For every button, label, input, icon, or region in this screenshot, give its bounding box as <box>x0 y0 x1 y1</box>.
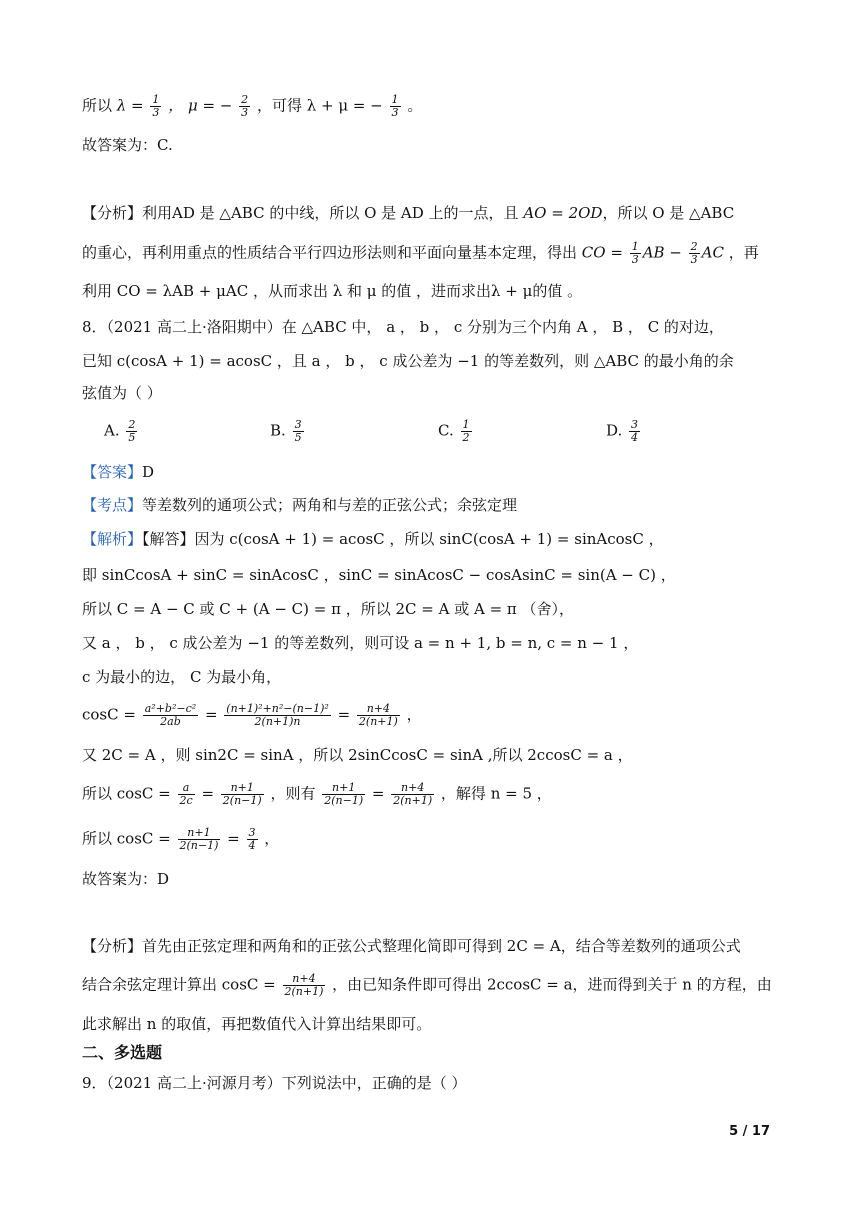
solution-line-cos-formula: cosC = $\frac{\text{a²+b²−c²}}{2ab}$ = $\frac{\text{(n+1)²+n²−(n−1)²}}{2(n+1)n}$ = $\frac{n+4}{2(n+1)}$ ， <box>82 702 422 728</box>
fraction: $\frac{3}{4}$ <box>248 826 256 852</box>
fraction: $\frac{1}{3}$ <box>391 93 399 119</box>
option-d: D. $\frac{3}{4}$ <box>606 418 639 444</box>
solution-line-1: 【解析】【解答】因为 c(cosA + 1) = acosC ，所以 sinC(cosA + 1) = sinAcosC ， <box>82 530 664 548</box>
fraction: $\frac{a}{2c}$ <box>179 781 193 807</box>
analysis-line-1: 【分析】利用AD 是 △ABC 的中线，所以 O 是 AD 上的一点，且 AO = 2OD，所以 O 是 △ABC <box>82 204 735 222</box>
fraction: $\frac{1}{3}$ <box>152 93 160 119</box>
solution-line-lambda-mu: 所以 λ = $\frac{1}{3}$ ， μ = − $\frac{2}{3}$ ，可得 λ + μ = − $\frac{1}{3}$ 。 <box>82 93 423 119</box>
answer-line-c: 故答案为：C. <box>82 136 173 154</box>
fraction: $\frac{n+1}{2(n-1)}$ <box>179 826 219 852</box>
analysis-line-2: 的重心，再利用重点的性质结合平行四边形法则和平面向量基本定理，得出 CO = $\frac{1}{3}$ AB − $\frac{2}{3}$ AC ，再 <box>82 240 759 266</box>
fraction: $\frac{n+1}{2(n-1)}$ <box>222 781 262 807</box>
fraction: $\frac{1}{2}$ <box>462 418 470 444</box>
analysis-line-3: 利用 CO = λAB + μAC ，从而求出 λ 和 μ 的值 ，进而求出λ + μ的值 。 <box>82 282 583 300</box>
solution-line-7: 又 2C = A ，则 sin2C = sinA ，所以 2sinCcosC = sinA ,所以 2ccosC = a ， <box>82 746 633 764</box>
fraction: $\frac{1}{3}$ <box>631 240 639 266</box>
option-c: C. $\frac{1}{2}$ <box>438 418 470 444</box>
fraction: $\frac{n+4}{2(n+1)}$ <box>358 702 398 728</box>
answer-line-d: 故答案为：D <box>82 870 170 888</box>
solution-line-9: 所以 cosC = $\frac{n+1}{2(n-1)}$ = $\frac{3}{4}$ ， <box>82 826 280 852</box>
fraction: $\frac{2}{3}$ <box>241 93 249 119</box>
question-8-line-2: 已知 c(cosA + 1) = acosC ，且 a ， b ， c 成公差为 −1 的等差数列，则 △ABC 的最小角的余 <box>82 352 734 370</box>
fraction: $\frac{n+4}{2(n+1)}$ <box>284 972 324 998</box>
analysis-2-line-3: 此求解出 n 的取值，再把数值代入计算出结果即可。 <box>82 1015 432 1033</box>
fraction: $\frac{3}{5}$ <box>294 418 302 444</box>
fraction: $\frac{3}{4}$ <box>631 418 639 444</box>
fraction: $\frac{n+1}{2(n-1)}$ <box>324 781 364 807</box>
fraction: $\frac{n+4}{2(n+1)}$ <box>393 781 433 807</box>
fraction: $\frac{2}{5}$ <box>128 418 136 444</box>
solution-line-4: 又 a ， b ， c 成公差为 −1 的等差数列，则可设 a = n + 1, b = n, c = n − 1 ， <box>82 634 639 652</box>
fraction: $\frac{\text{a²+b²−c²}}{2ab}$ <box>144 702 197 728</box>
analysis-2-line-1: 【分析】首先由正弦定理和两角和的正弦公式整理化简即可得到 2C = A，结合等差数列的通项公式 <box>82 937 741 955</box>
solution-line-2: 即 sinCcosA + sinC = sinAcosC ，sinC = sinAcosC − cosAsinC = sin(A − C) ， <box>82 566 676 584</box>
section-heading: 二、多选题 <box>82 1043 163 1062</box>
knowledge-points-line: 【考点】等差数列的通项公式；两角和与差的正弦公式；余弦定理 <box>82 496 518 514</box>
solution-line-5: c 为最小的边， C 为最小角， <box>82 668 282 686</box>
page-number: 5 / 17 <box>729 1124 770 1139</box>
solution-line-3: 所以 C = A − C 或 C + (A − C) = π ，所以 2C = A 或 A = π （舍）， <box>82 600 575 618</box>
option-b: B. $\frac{3}{5}$ <box>270 418 302 444</box>
fraction: $\frac{\text{(n+1)²+n²−(n−1)²}}{2(n+1)n}$ <box>226 702 329 728</box>
question-8-line-1: 8．（2021 高二上·洛阳期中）在 △ABC 中， a ， b ， c 分别为三个内角 A ， B ， C 的对边， <box>82 318 724 336</box>
option-a: A. $\frac{2}{5}$ <box>104 418 136 444</box>
fraction: $\frac{2}{3}$ <box>690 240 698 266</box>
question-9-line: 9．（2021 高二上·河源月考）下列说法中，正确的是（ ） <box>82 1074 467 1092</box>
question-8-line-3: 弦值为（ ） <box>82 384 162 402</box>
answer-line: 【答案】D <box>82 463 155 481</box>
solution-line-8: 所以 cosC = $\frac{a}{2c}$ = $\frac{n+1}{2(n-1)}$ ，则有 $\frac{n+1}{2(n-1)}$ = $\frac{n+4}{2(n+1)}$ ，解得 n = 5 ， <box>82 781 552 807</box>
analysis-2-line-2: 结合余弦定理计算出 cosC = $\frac{n+4}{2(n+1)}$ ，由已知条件即可得出 2ccosC = a，进而得到关于 n 的方程，由 <box>82 972 772 998</box>
